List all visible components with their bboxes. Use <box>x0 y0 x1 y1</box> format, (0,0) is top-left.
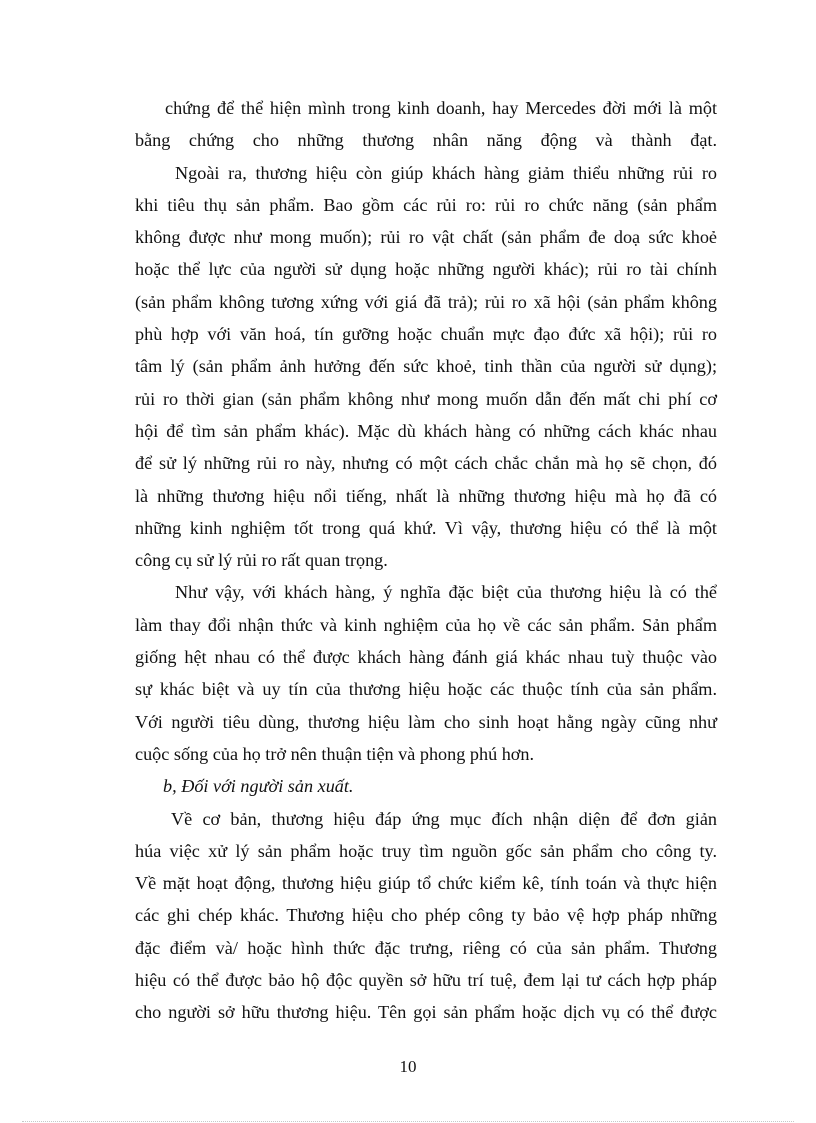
footer-divider <box>22 1121 794 1122</box>
text-line: tâm lý (sản phẩm ảnh hưởng đến sức khoẻ, tinh thần của người sử dụng); <box>135 356 717 377</box>
page-number: 10 <box>399 1057 417 1076</box>
text-line: là những thương hiệu nổi tiếng, nhất là những thương hiệu mà họ đã có <box>135 485 717 506</box>
text-line: không được như mong muốn); rủi ro vật chất (sản phẩm đe doạ sức khoẻ <box>135 227 717 248</box>
text-line: công cụ sử lý rủi ro rất quan trọng. <box>135 550 388 571</box>
text-line: khi tiêu thụ sản phẩm. Bao gồm các rủi ro: rủi ro chức năng (sản phẩm <box>135 194 717 215</box>
text-line: rủi ro thời gian (sản phẩm không như mong muốn dẫn đến mất chi phí cơ <box>135 388 717 409</box>
text-line: Như vậy, với khách hàng, ý nghĩa đặc biệt của thương hiệu là có thể <box>175 582 717 603</box>
text-line: Về cơ bản, thương hiệu đáp ứng mục đích nhận diện để đơn giản <box>171 808 717 829</box>
text-line: húa việc xử lý sản phẩm hoặc truy tìm nguồn gốc sản phẩm cho công ty. <box>135 840 717 861</box>
body-text <box>135 92 717 1029</box>
section-heading: b, Đối với người sản xuất. <box>163 776 354 797</box>
text-line: cuộc sống của họ trở nên thuận tiện và phong phú hơn. <box>135 743 535 764</box>
text-line: bằng chứng cho những thương nhân năng động và thành đạt. <box>135 130 717 151</box>
text-line: giống hệt nhau có thể được khách hàng đánh giá khác nhau tuỳ thuộc vào <box>135 647 717 668</box>
text-line: những kinh nghiệm tốt trong quá khứ. Vì vậy, thương hiệu có thể là một <box>135 517 717 538</box>
text-line: sự khác biệt và uy tín của thương hiệu hoặc các thuộc tính của sản phẩm. <box>135 679 717 700</box>
text-line: chứng để thể hiện mình trong kinh doanh, hay Mercedes đời mới là một <box>165 98 717 118</box>
text-line: hội để tìm sản phẩm khác). Mặc dù khách hàng có những cách khác nhau <box>135 420 717 441</box>
text-line: cho người sở hữu thương hiệu. Tên gọi sản phẩm hoặc dịch vụ có thể được <box>135 1002 717 1023</box>
text-line: phù hợp với văn hoá, tín gưỡng hoặc chuẩn mực đạo đức xã hội); rủi ro <box>135 324 717 345</box>
text-line: hoặc thể lực của người sử dụng hoặc những người khác); rủi ro tài chính <box>135 259 717 280</box>
text-line: Về mặt hoạt động, thương hiệu giúp tổ chức kiểm kê, tính toán và thực hiện <box>135 873 717 894</box>
text-line: (sản phẩm không tương xứng với giá đã trả); rủi ro xã hội (sản phẩm không <box>135 291 717 312</box>
text-line: Ngoài ra, thương hiệu còn giúp khách hàng giảm thiểu những rủi ro <box>175 162 717 183</box>
text-line: để sử lý những rủi ro này, nhưng có một cách chắc chắn mà họ sẽ chọn, đó <box>135 453 717 474</box>
text-line: Với người tiêu dùng, thương hiệu làm cho sinh hoạt hằng ngày cũng như <box>135 711 717 732</box>
text-line: hiệu có thể được bảo hộ độc quyền sở hữu trí tuệ, đem lại tư cách hợp pháp <box>135 970 717 991</box>
text-line: các ghi chép khác. Thương hiệu cho phép công ty bảo vệ hợp pháp những <box>135 905 717 926</box>
text-line: làm thay đổi nhận thức và kinh nghiệm của họ về các sản phẩm. Sản phẩm <box>135 614 717 635</box>
text-line: đặc điểm và/ hoặc hình thức đặc trưng, riêng có của sản phẩm. Thương <box>135 937 717 958</box>
